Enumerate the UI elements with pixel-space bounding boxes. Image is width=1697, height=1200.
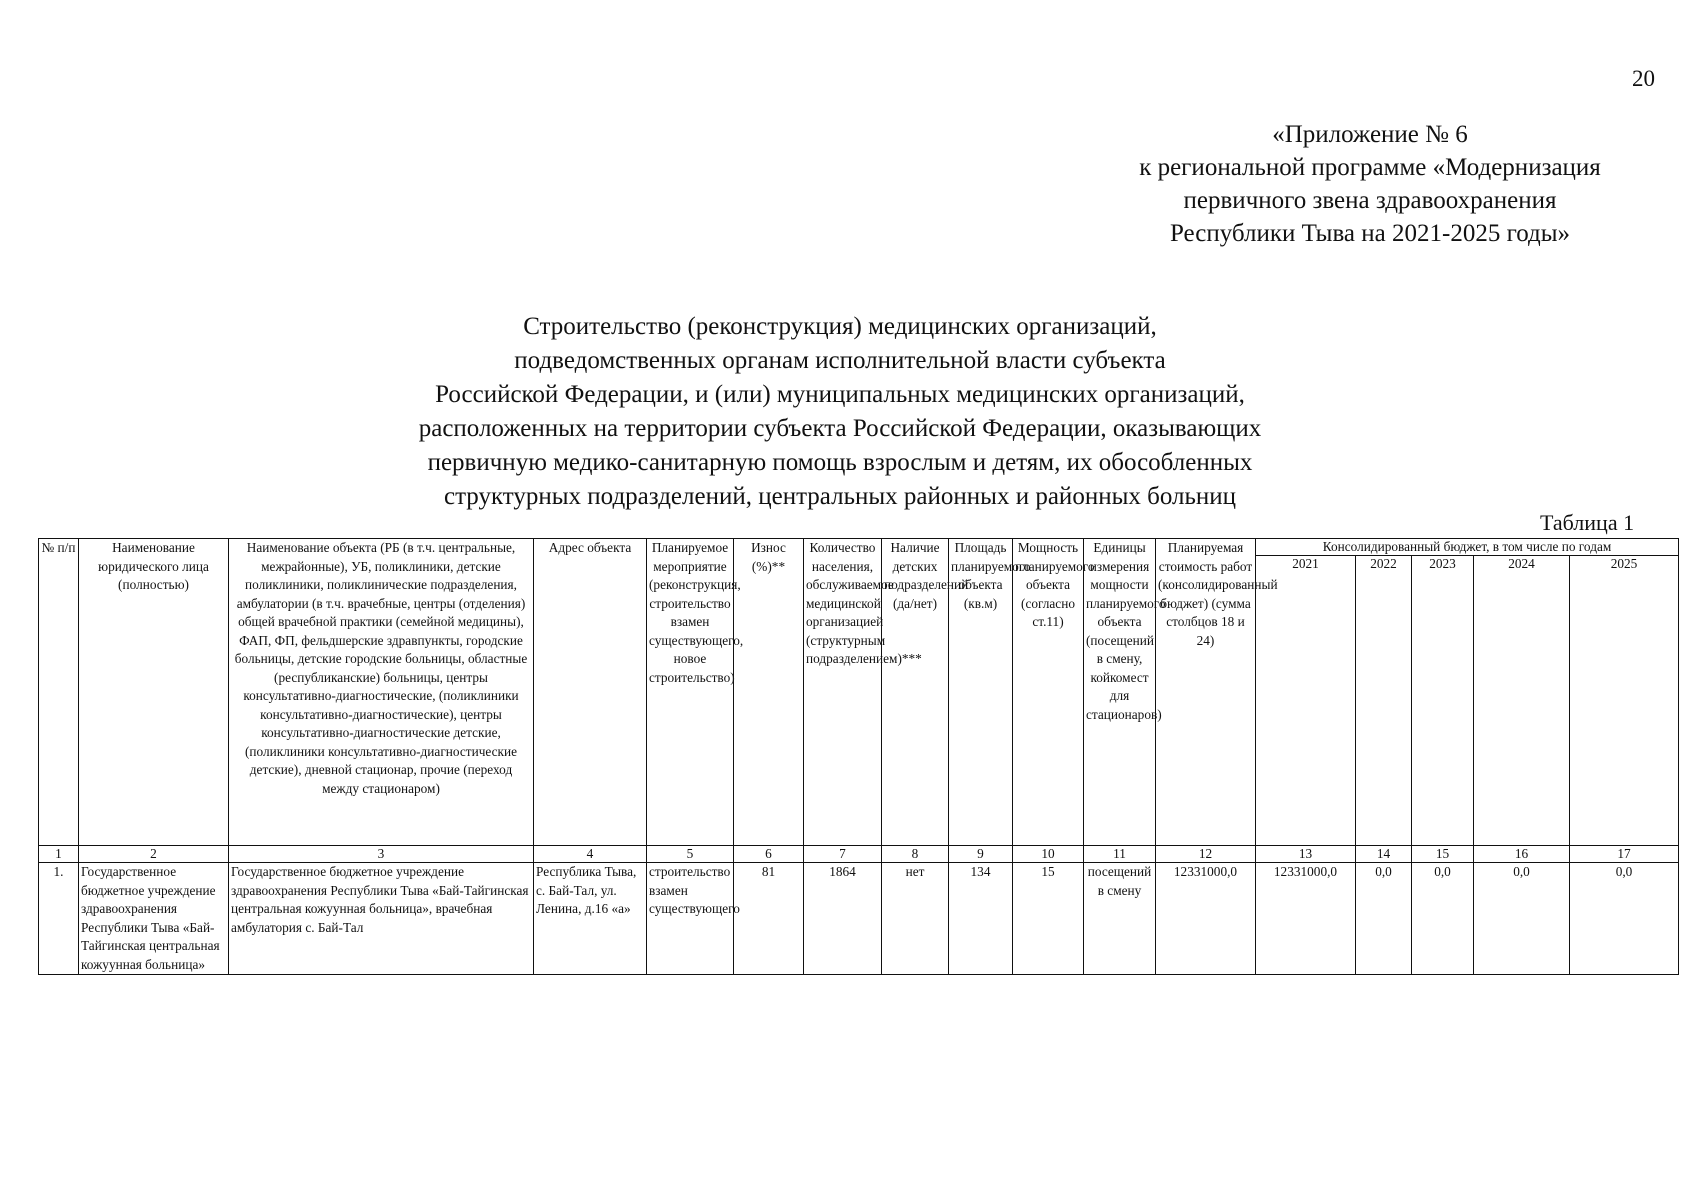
appendix-line: первичного звена здравоохранения <box>1183 187 1557 214</box>
header-planned-activity: Планируемое мероприятие (реконструкция, строительство взамен существующего, новое строительство) <box>647 539 734 846</box>
cell-capacity-units: посещений в смену <box>1084 863 1156 975</box>
column-number: 1 <box>39 846 79 863</box>
title-line: Российской Федерации, и (или) муниципальных медицинских организаций, <box>435 381 1245 408</box>
header-year: 2025 <box>1570 556 1679 846</box>
column-number: 5 <box>647 846 734 863</box>
header-population: Количество населения, обслуживаемое медицинской организацией (структурным подразделением)*** <box>804 539 882 846</box>
title-line: структурных подразделений, центральных районных и районных больниц <box>443 483 1237 510</box>
header-object-name: Наименование объекта (РБ (в т.ч. центральные, межрайонные), УБ, поликлиники, детские поликлиники, поликлинические подразделения, амбулатории (в т.ч. врачебные, центры (отделения) общей врачебной практики (семейной медицины), ФАП, ФП, фельдшерские здравпункты, городские больницы, детские городские больницы, областные (республиканские) больницы, центры консультативно-диагностические, (поликлиники консультативно-диагностические), центры консультативно-диагностические детские, (поликлиники консультативно-диагностические детские), дневной стационар, прочие (переход между стационаром) <box>229 539 534 846</box>
cell-child-units: нет <box>882 863 949 975</box>
header-year: 2021 <box>1256 556 1356 846</box>
header-row <box>39 539 1679 556</box>
cell-wear: 81 <box>734 863 804 975</box>
appendix-line: «Приложение № 6 <box>1272 121 1468 148</box>
column-number: 4 <box>534 846 647 863</box>
header-budget-group: Консолидированный бюджет, в том числе по годам <box>1256 539 1679 556</box>
header-year: 2023 <box>1412 556 1474 846</box>
header-planned-cost: Планируемая стоимость работ (консолидированный бюджет) (сумма столбцов 18 и 24) <box>1156 539 1256 846</box>
title-line: Строительство (реконструкция) медицинских организаций, <box>523 313 1157 340</box>
column-number: 14 <box>1356 846 1412 863</box>
table-label: Таблица 1 <box>1540 510 1635 535</box>
header-area: Площадь планируемого объекта (кв.м) <box>949 539 1013 846</box>
header-child-units: Наличие детских подразделений (да/нет) <box>882 539 949 846</box>
cell-address: Республика Тыва, с. Бай-Тал, ул. Ленина, д.16 «а» <box>534 863 647 975</box>
table-row <box>39 863 1679 975</box>
cell-planned-activity: строительство взамен существующего <box>647 863 734 975</box>
appendix-reference <box>1110 118 1630 250</box>
column-number: 15 <box>1412 846 1474 863</box>
page-number: 20 <box>1632 66 1655 91</box>
cell-area: 134 <box>949 863 1013 975</box>
column-number: 13 <box>1256 846 1356 863</box>
cell-year-2023: 0,0 <box>1412 863 1474 975</box>
column-number: 16 <box>1474 846 1570 863</box>
title-line: подведомственных органам исполнительной власти субъекта <box>514 347 1166 374</box>
column-number: 2 <box>79 846 229 863</box>
column-number: 17 <box>1570 846 1679 863</box>
header-year: 2022 <box>1356 556 1412 846</box>
header-capacity: Мощность планируемого объекта (согласно ст.11) <box>1013 539 1084 846</box>
cell-planned-cost: 12331000,0 <box>1156 863 1256 975</box>
header-wear: Износ (%)** <box>734 539 804 846</box>
cell-object-name: Государственное бюджетное учреждение здравоохранения Республики Тыва «Бай-Тайгинская центральная кожуунная больница», врачебная амбулатория с. Бай-Тал <box>229 863 534 975</box>
header-legal-name: Наименование юридического лица (полностью) <box>79 539 229 846</box>
title-line: расположенных на территории субъекта Российской Федерации, оказывающих <box>418 415 1262 442</box>
column-number: 6 <box>734 846 804 863</box>
cell-capacity: 15 <box>1013 863 1084 975</box>
appendix-line: к региональной программе «Модернизация <box>1139 154 1601 181</box>
column-number: 11 <box>1084 846 1156 863</box>
appendix-line: Республики Тыва на 2021-2025 годы» <box>1169 220 1571 247</box>
header-capacity-units: Единицы измерения мощности планируемого объекта (посещений в смену, койкомест для стационаров) <box>1084 539 1156 846</box>
column-numbers-row <box>39 846 1679 863</box>
construction-table-wrapper <box>38 538 1678 975</box>
cell-no: 1. <box>39 863 79 975</box>
column-number: 3 <box>229 846 534 863</box>
cell-year-2021: 12331000,0 <box>1256 863 1356 975</box>
cell-population: 1864 <box>804 863 882 975</box>
header-no: № п/п <box>39 539 79 846</box>
title-line: первичную медико-санитарную помощь взрослым и детям, их обособленных <box>427 449 1253 476</box>
cell-year-2024: 0,0 <box>1474 863 1570 975</box>
document-title <box>300 310 1380 514</box>
column-number: 7 <box>804 846 882 863</box>
construction-table <box>38 538 1679 975</box>
header-year: 2024 <box>1474 556 1570 846</box>
column-number: 8 <box>882 846 949 863</box>
column-number: 9 <box>949 846 1013 863</box>
cell-legal-name: Государственное бюджетное учреждение здравоохранения Республики Тыва «Бай-Тайгинская центральная кожуунная больница» <box>79 863 229 975</box>
cell-year-2022: 0,0 <box>1356 863 1412 975</box>
cell-year-2025: 0,0 <box>1570 863 1679 975</box>
header-address: Адрес объекта <box>534 539 647 846</box>
column-number: 12 <box>1156 846 1256 863</box>
column-number: 10 <box>1013 846 1084 863</box>
